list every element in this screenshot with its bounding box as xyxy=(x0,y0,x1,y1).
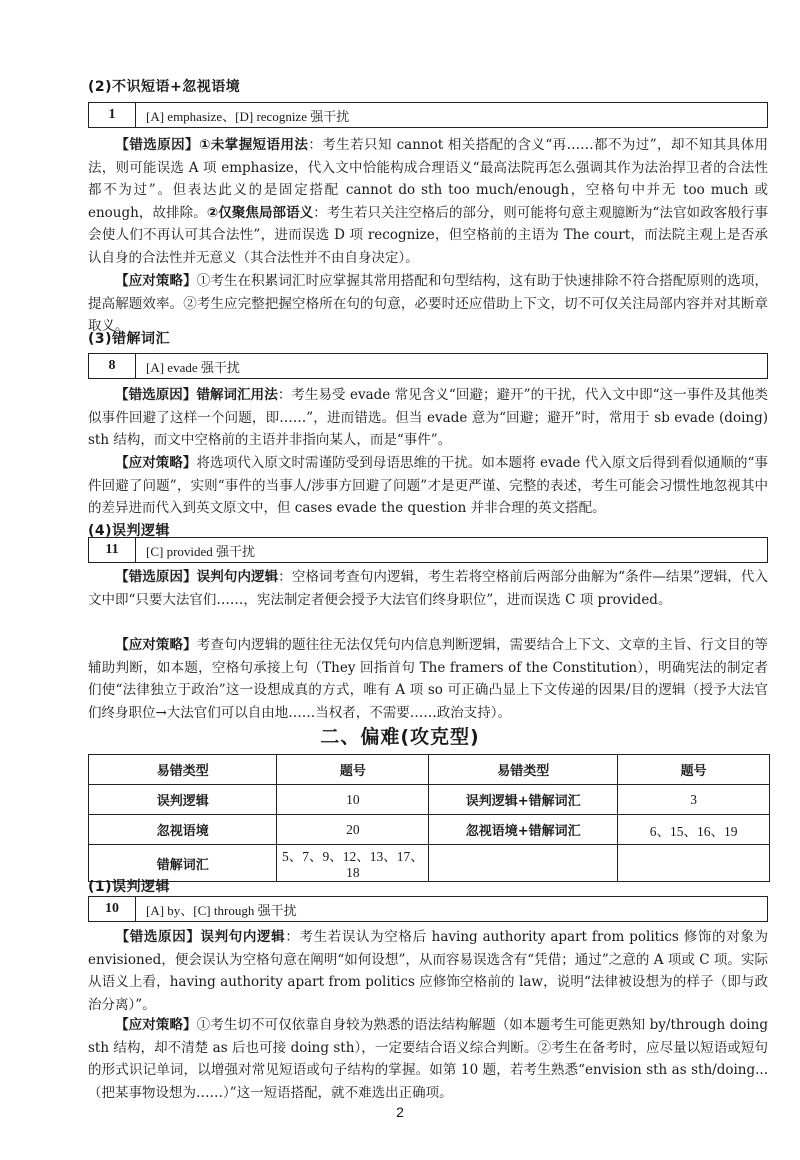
section-title: (3)错解词汇 xyxy=(88,331,171,347)
table-cell: 误判逻辑 xyxy=(89,785,277,815)
error-reason-paragraph: 【错选原因】误判句内逻辑：空格词考查句内逻辑，考生若将空格前后两部分曲解为“条件—结果”逻辑，代入文中即“只要大法官们……，宪法制定者便会授予大法官们终身职位”，进而误选 C 项 provided。 xyxy=(88,569,768,608)
table-header-row xyxy=(89,755,770,785)
error-reason-paragraph: 【错选原因】误判句内逻辑：考生若误认为空格后 having authority apart from politics 修饰的对象为 envisioned，便会误认为空格句意在阐明“如何设想”，从而容易误选含有“凭借；通过”之意的 A 项或 C 项。实际从语义上看，having authority apart from politics 应修饰空格前的 law，说明“法律被设想为的样子（即与政治分离）”。 xyxy=(88,929,768,1013)
table-cell xyxy=(618,845,770,882)
part-title: 二、偏难(攻克型) xyxy=(320,726,480,748)
table-cell: 3 xyxy=(618,785,770,815)
table-cell: 5、7、9、12、13、17、18 xyxy=(277,845,429,882)
question-number: 1 xyxy=(89,103,136,127)
error-reason-paragraph: 【错选原因】①未掌握短语用法：考生若只知 cannot 相关搭配的含义“再……都不为过”，却不知其具体用法，则可能误选 A 项 emphasize，代入文中恰能构成合理语义“最高法院再怎么强调其作为法治捍卫者的合法性都不为过”。但表达此义的是固定搭配 cannot do sth too much/enough，空格句中并无 too much 或 enough，故排除。②仅聚焦局部语义：考生若只关注空格后的部分，则可能将句意主观臆断为“法官如政客般行事会使人们不再认可其合法性”，进而误选 D 项 recognize，但空格前的主语为 The court，而法院主观上是否承认自身的合法性并无意义（其合法性并不由自身决定）。 xyxy=(88,137,769,266)
strategy-paragraph: 【应对策略】考查句内逻辑的题往往无法仅凭句内信息判断逻辑，需要结合上下文、文章的主旨、行文目的等辅助判断，如本题，空格句承接上句（They 回指首句 The framers of the Constitution），明确宪法的制定者们使“法律独立于政治”这一设想成真的方式，唯有 A 项 so 可正确凸显上下文传递的因果/目的逻辑（授予大法官们终身职位→大法官们可以自由地……当权者，不需要……政治支持）。 xyxy=(88,637,769,721)
section-title: (1)误判逻辑 xyxy=(88,879,171,895)
question-box xyxy=(88,896,768,922)
table-row xyxy=(89,815,770,845)
section-title: (2)不识短语+忽视语境 xyxy=(88,79,241,95)
column-header: 易错类型 xyxy=(89,755,277,785)
strategy-paragraph: 【应对策略】①考生切不可仅依靠自身较为熟悉的语法结构解题（如本题考生可能更熟知 by/through doing sth 结构，却不清楚 as 后也可接 doing sth），一定要结合语义综合判断。②考生在备考时，应尽量以短语或短句的形式识记单词，以增强对常见短语或句子结构的掌握。如第 10 题，若考生熟悉“envision sth as sth/doing...（把某事物设想为……）”这一短语搭配，就不难选出正确项。 xyxy=(88,1017,768,1101)
distractor-options: [A] emphasize、[D] recognize 强干扰 xyxy=(146,108,350,124)
question-number: 11 xyxy=(89,538,136,562)
table-cell: 6、15、16、19 xyxy=(618,815,770,845)
distractor-options: [A] by、[C] through 强干扰 xyxy=(146,902,297,918)
table-cell: 20 xyxy=(277,815,429,845)
column-header: 题号 xyxy=(277,755,429,785)
error-type-table xyxy=(88,754,770,882)
strategy-paragraph: 【应对策略】①考生在积累词汇时应掌握其常用搭配和句型结构，这有助于快速排除不符合搭配原则的选项，提高解题效率。②考生应完整把握空格所在句的句意，必要时还应借助上下文，切不可仅关注局部内容并对其断章取义。 xyxy=(88,273,769,334)
column-header: 题号 xyxy=(618,755,770,785)
question-box xyxy=(88,102,768,128)
strategy-paragraph: 【应对策略】将选项代入原文时需谨防受到母语思维的干扰。如本题将 evade 代入原文后得到看似通顺的“事件回避了问题”，实则“事件的当事人/涉事方回避了问题”才是更严谨、完整的表述，考生可能会习惯性地忽视其中的差异进而代入到英文原文中，但 cases evade the question 并非合理的英文搭配。 xyxy=(88,455,769,516)
question-number: 8 xyxy=(89,354,136,378)
table-cell: 误判逻辑+错解词汇 xyxy=(429,785,618,815)
page-number: 2 xyxy=(396,1104,404,1120)
distractor-options: [A] evade 强干扰 xyxy=(146,359,240,375)
table-cell: 忽视语境+错解词汇 xyxy=(429,815,618,845)
error-reason-paragraph: 【错选原因】错解词汇用法：考生易受 evade 常见含义“回避；避开”的干扰，代入文中即“这一事件及其他类似事件回避了这样一个问题，即……”，进而错选。但当 evade 意为“回避；避开”时，常用于 sb evade (doing) sth 结构，而文中空格前的主语并非指向某人，而是“事件”。 xyxy=(88,387,769,448)
table-row xyxy=(89,785,770,815)
distractor-options: [C] provided 强干扰 xyxy=(146,543,256,559)
table-cell: 忽视语境 xyxy=(89,815,277,845)
column-header: 易错类型 xyxy=(429,755,618,785)
section-title: (4)误判逻辑 xyxy=(88,523,171,539)
question-number: 10 xyxy=(89,897,136,921)
table-row xyxy=(89,845,770,882)
table-cell xyxy=(429,845,618,882)
question-box xyxy=(88,537,768,563)
table-cell: 10 xyxy=(277,785,429,815)
question-box xyxy=(88,353,768,379)
table-cell: 错解词汇 xyxy=(89,845,277,882)
